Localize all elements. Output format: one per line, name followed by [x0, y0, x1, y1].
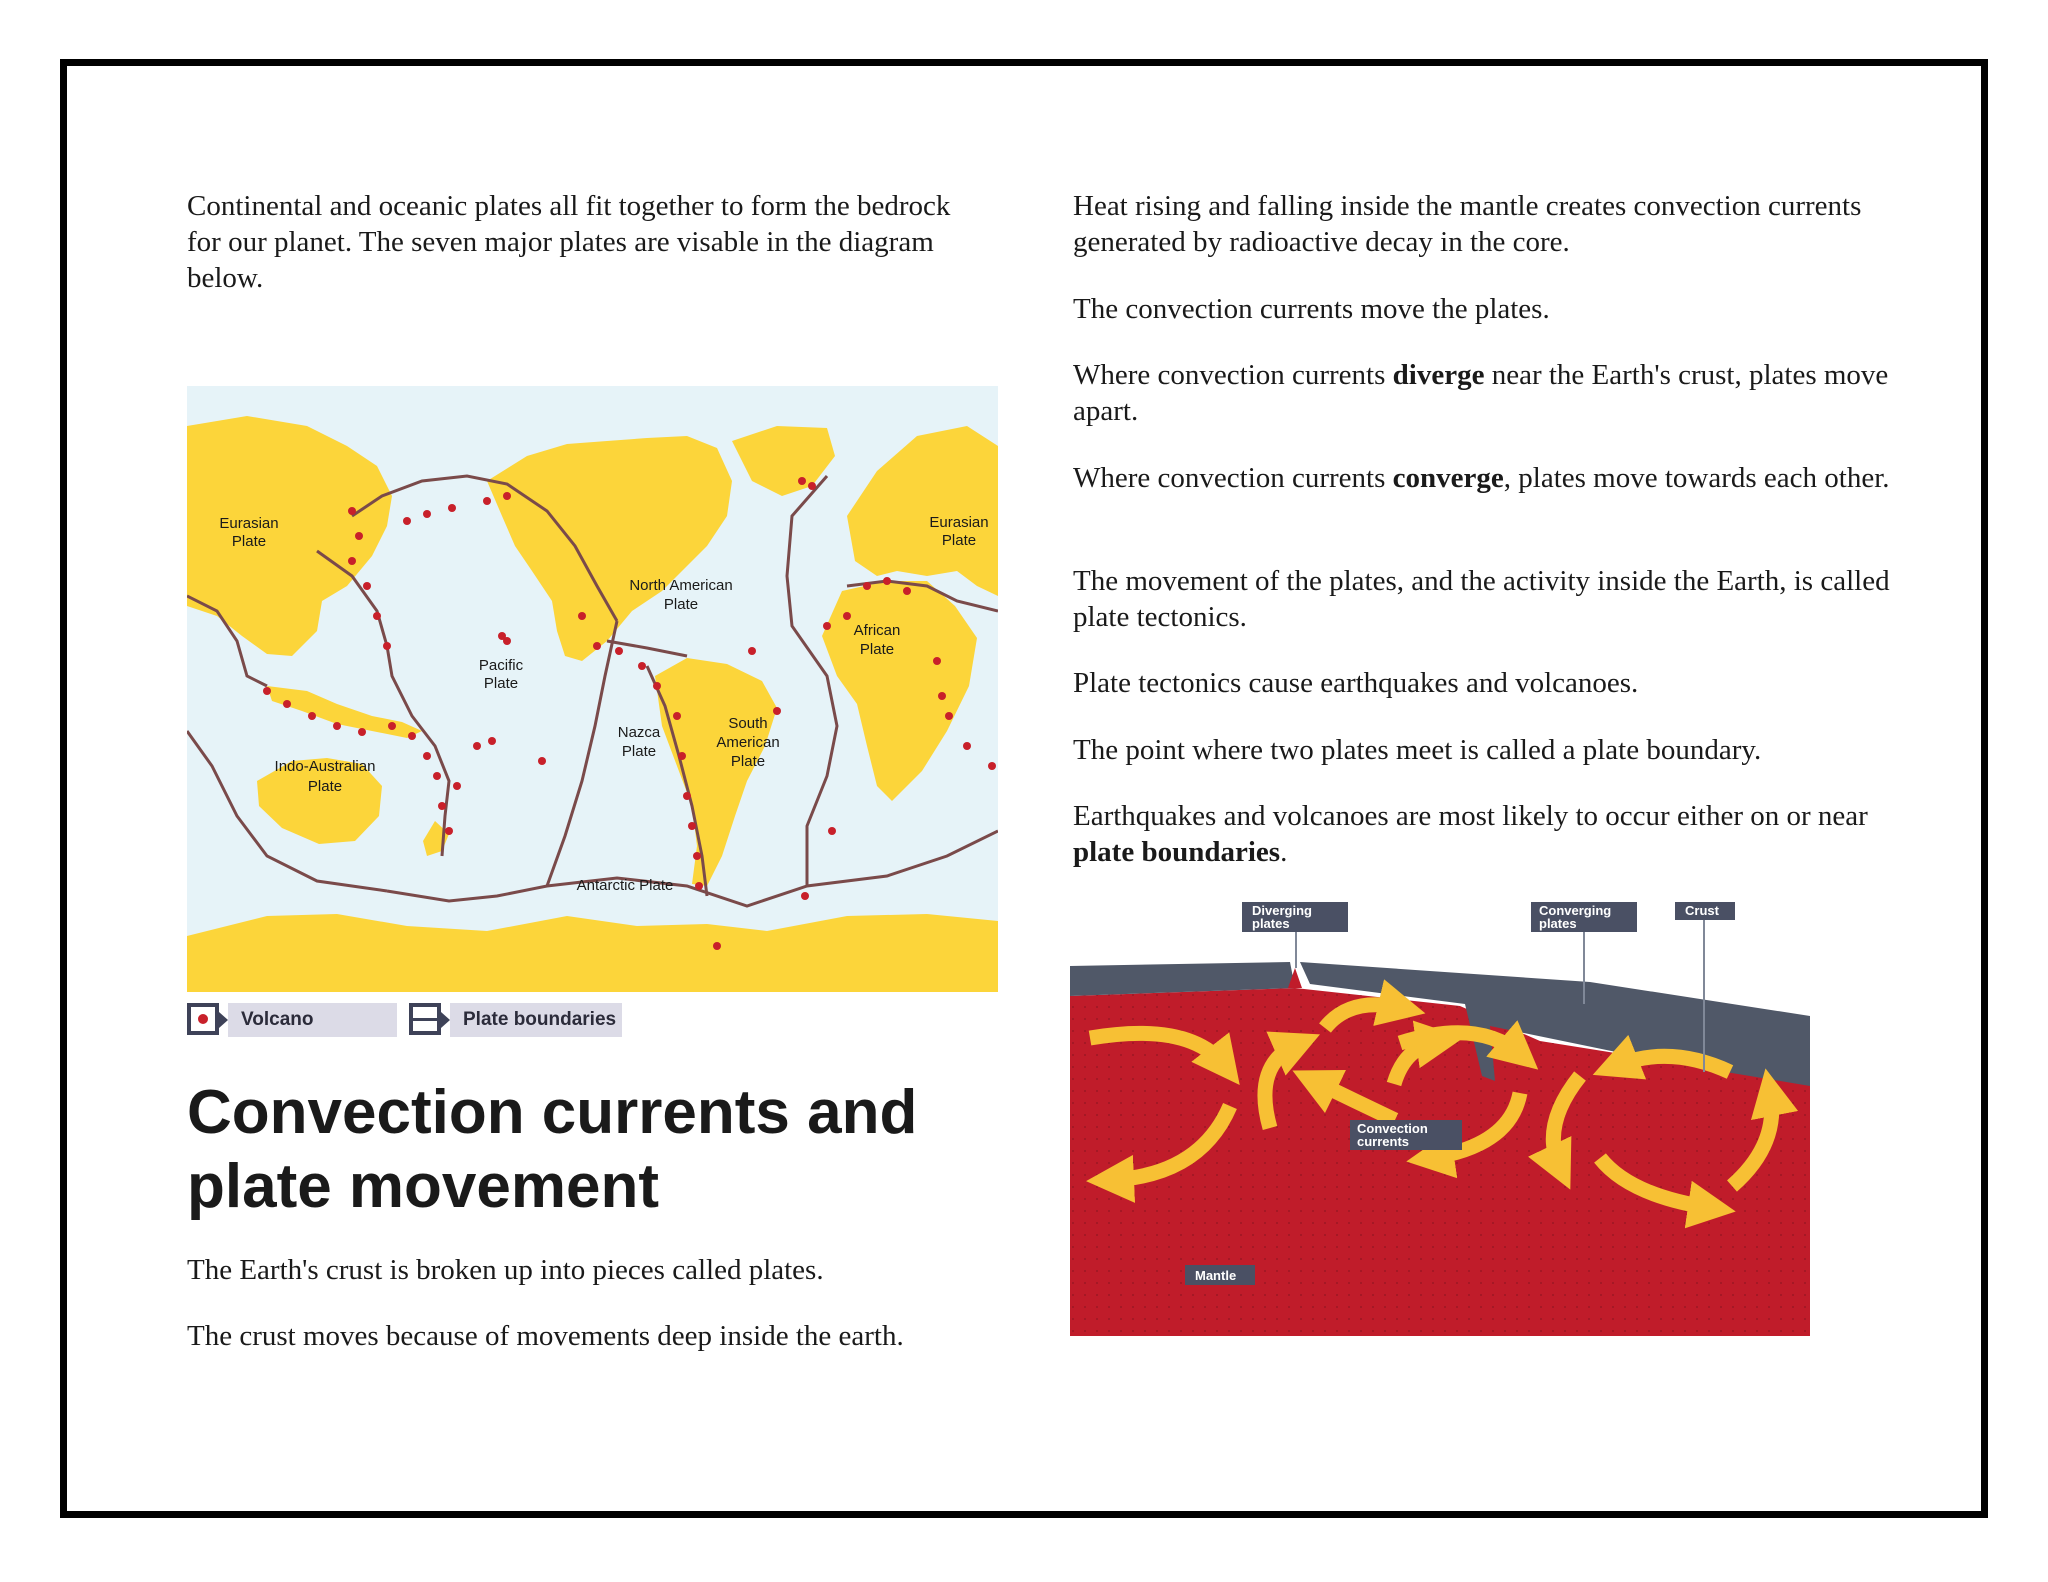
- converge-paragraph: Where convection currents converge, plates move towards each other.: [1073, 462, 1890, 494]
- diverge-paragraph: Where convection currents diverge near the Earth's crust, plates move apart.: [1073, 359, 1889, 427]
- volcano-legend-icon: [187, 1003, 219, 1035]
- volcano-marker: [823, 622, 831, 630]
- map-label: Plate: [483, 675, 519, 692]
- legend-pointer-icon: [441, 1012, 450, 1028]
- legend-plate-boundaries: [409, 1003, 622, 1039]
- volcano-marker: [503, 492, 511, 500]
- map-label: Plate: [663, 596, 699, 613]
- volcano-marker: [798, 477, 806, 485]
- crust-movement-paragraph: The crust moves because of movements deep inside the earth.: [187, 1320, 904, 1352]
- section-heading: Convection currents and plate movement: [187, 1078, 918, 1221]
- map-label: South: [728, 715, 768, 732]
- diagram-label-mantle: Mantle: [1195, 1268, 1237, 1283]
- convection-diagram: [1070, 896, 1810, 1336]
- volcano-marker: [593, 642, 601, 650]
- volcano-marker: [695, 882, 703, 890]
- volcano-marker: [693, 852, 701, 860]
- volcano-marker: [423, 752, 431, 760]
- volcano-marker: [615, 647, 623, 655]
- volcano-marker: [433, 772, 441, 780]
- volcano-marker: [373, 612, 381, 620]
- volcano-marker: [348, 507, 356, 515]
- tectonic-plates-map: [187, 386, 998, 992]
- diagram-label-diverging: Diverging: [1252, 903, 1312, 918]
- volcano-marker: [283, 700, 291, 708]
- map-label: Plate: [730, 753, 766, 770]
- volcano-marker: [653, 682, 661, 690]
- map-label: Antarctic Plate: [576, 877, 674, 894]
- map-label: Plate: [859, 641, 895, 658]
- volcano-marker: [473, 742, 481, 750]
- volcano-marker: [503, 637, 511, 645]
- volcano-marker: [801, 892, 809, 900]
- volcano-marker: [578, 612, 586, 620]
- volcano-marker: [748, 647, 756, 655]
- volcano-marker: [933, 657, 941, 665]
- volcano-marker: [773, 707, 781, 715]
- volcano-marker: [445, 827, 453, 835]
- legend-label: Volcano: [228, 1003, 397, 1037]
- map-label: African: [853, 622, 901, 639]
- plate-boundary-paragraph: The point where two plates meet is called a plate boundary.: [1073, 734, 1762, 766]
- map-label: Plate: [231, 533, 267, 550]
- volcano-marker: [358, 728, 366, 736]
- volcano-marker: [863, 582, 871, 590]
- volcano-marker: [683, 792, 691, 800]
- map-label: Eurasian: [219, 515, 279, 532]
- antarctica-landmass: [187, 914, 998, 992]
- crust-paragraph: The Earth's crust is broken up into pieces called plates.: [187, 1254, 824, 1286]
- volcano-marker: [355, 532, 363, 540]
- volcano-marker: [883, 577, 891, 585]
- map-label: Plate: [307, 778, 343, 795]
- volcano-marker: [408, 732, 416, 740]
- map-label: Eurasian: [929, 514, 989, 531]
- diagram-label-crust: Crust: [1685, 903, 1719, 918]
- map-label: Indo-Australian: [274, 758, 376, 775]
- diagram-label-diverging-2: plates: [1252, 916, 1290, 931]
- volcano-marker: [903, 587, 911, 595]
- volcano-marker: [333, 722, 341, 730]
- diagram-label-convection: Convection: [1357, 1121, 1428, 1136]
- volcano-marker: [963, 742, 971, 750]
- plate-boundary-legend-icon: [409, 1003, 441, 1035]
- map-label: Pacific: [478, 657, 524, 674]
- volcano-marker: [828, 827, 836, 835]
- map-label: Plate: [621, 743, 657, 760]
- map-label: North American: [629, 577, 733, 594]
- volcano-marker: [453, 782, 461, 790]
- currents-move-paragraph: The convection currents move the plates.: [1073, 293, 1550, 325]
- volcano-marker: [348, 557, 356, 565]
- volcano-marker: [438, 802, 446, 810]
- volcano-marker: [673, 712, 681, 720]
- diagram-label-converging-2: plates: [1539, 916, 1577, 931]
- map-label: Plate: [941, 532, 977, 549]
- legend-volcano: [187, 1003, 397, 1039]
- legend-label: Plate boundaries: [450, 1003, 622, 1037]
- volcano-marker: [713, 942, 721, 950]
- volcano-marker: [688, 822, 696, 830]
- volcano-marker: [538, 757, 546, 765]
- volcano-marker: [423, 510, 431, 518]
- map-label: Nazca: [617, 724, 661, 741]
- intro-paragraph: Continental and oceanic plates all fit together to form the bedrock for our planet. The seven major plates are visable in the diagram below.: [187, 190, 951, 294]
- volcano-marker: [938, 692, 946, 700]
- volcano-marker: [308, 712, 316, 720]
- volcano-marker: [388, 722, 396, 730]
- diagram-label-convection-2: currents: [1357, 1134, 1410, 1149]
- volcano-marker: [383, 642, 391, 650]
- map-label: American: [716, 734, 780, 751]
- volcano-marker: [945, 712, 953, 720]
- volcano-marker: [843, 612, 851, 620]
- boundaries-paragraph: Earthquakes and volcanoes are most likely to occur either on or near plate boundaries.: [1073, 800, 1868, 868]
- earthquakes-paragraph: Plate tectonics cause earthquakes and volcanoes.: [1073, 667, 1639, 699]
- volcano-marker: [988, 762, 996, 770]
- volcano-marker: [448, 504, 456, 512]
- volcano-marker: [263, 687, 271, 695]
- volcano-marker: [403, 517, 411, 525]
- legend-pointer-icon: [219, 1012, 228, 1028]
- volcano-marker: [638, 662, 646, 670]
- mantle-heat-paragraph: Heat rising and falling inside the mantle creates convection currents generated by radioactive decay in the core.: [1073, 190, 1862, 258]
- plate-tectonics-paragraph: The movement of the plates, and the activity inside the Earth, is called plate tectonics.: [1073, 565, 1890, 633]
- volcano-marker: [678, 752, 686, 760]
- volcano-marker: [483, 497, 491, 505]
- diagram-label-converging: Converging: [1539, 903, 1612, 918]
- volcano-marker: [363, 582, 371, 590]
- volcano-marker: [808, 482, 816, 490]
- volcano-marker: [488, 737, 496, 745]
